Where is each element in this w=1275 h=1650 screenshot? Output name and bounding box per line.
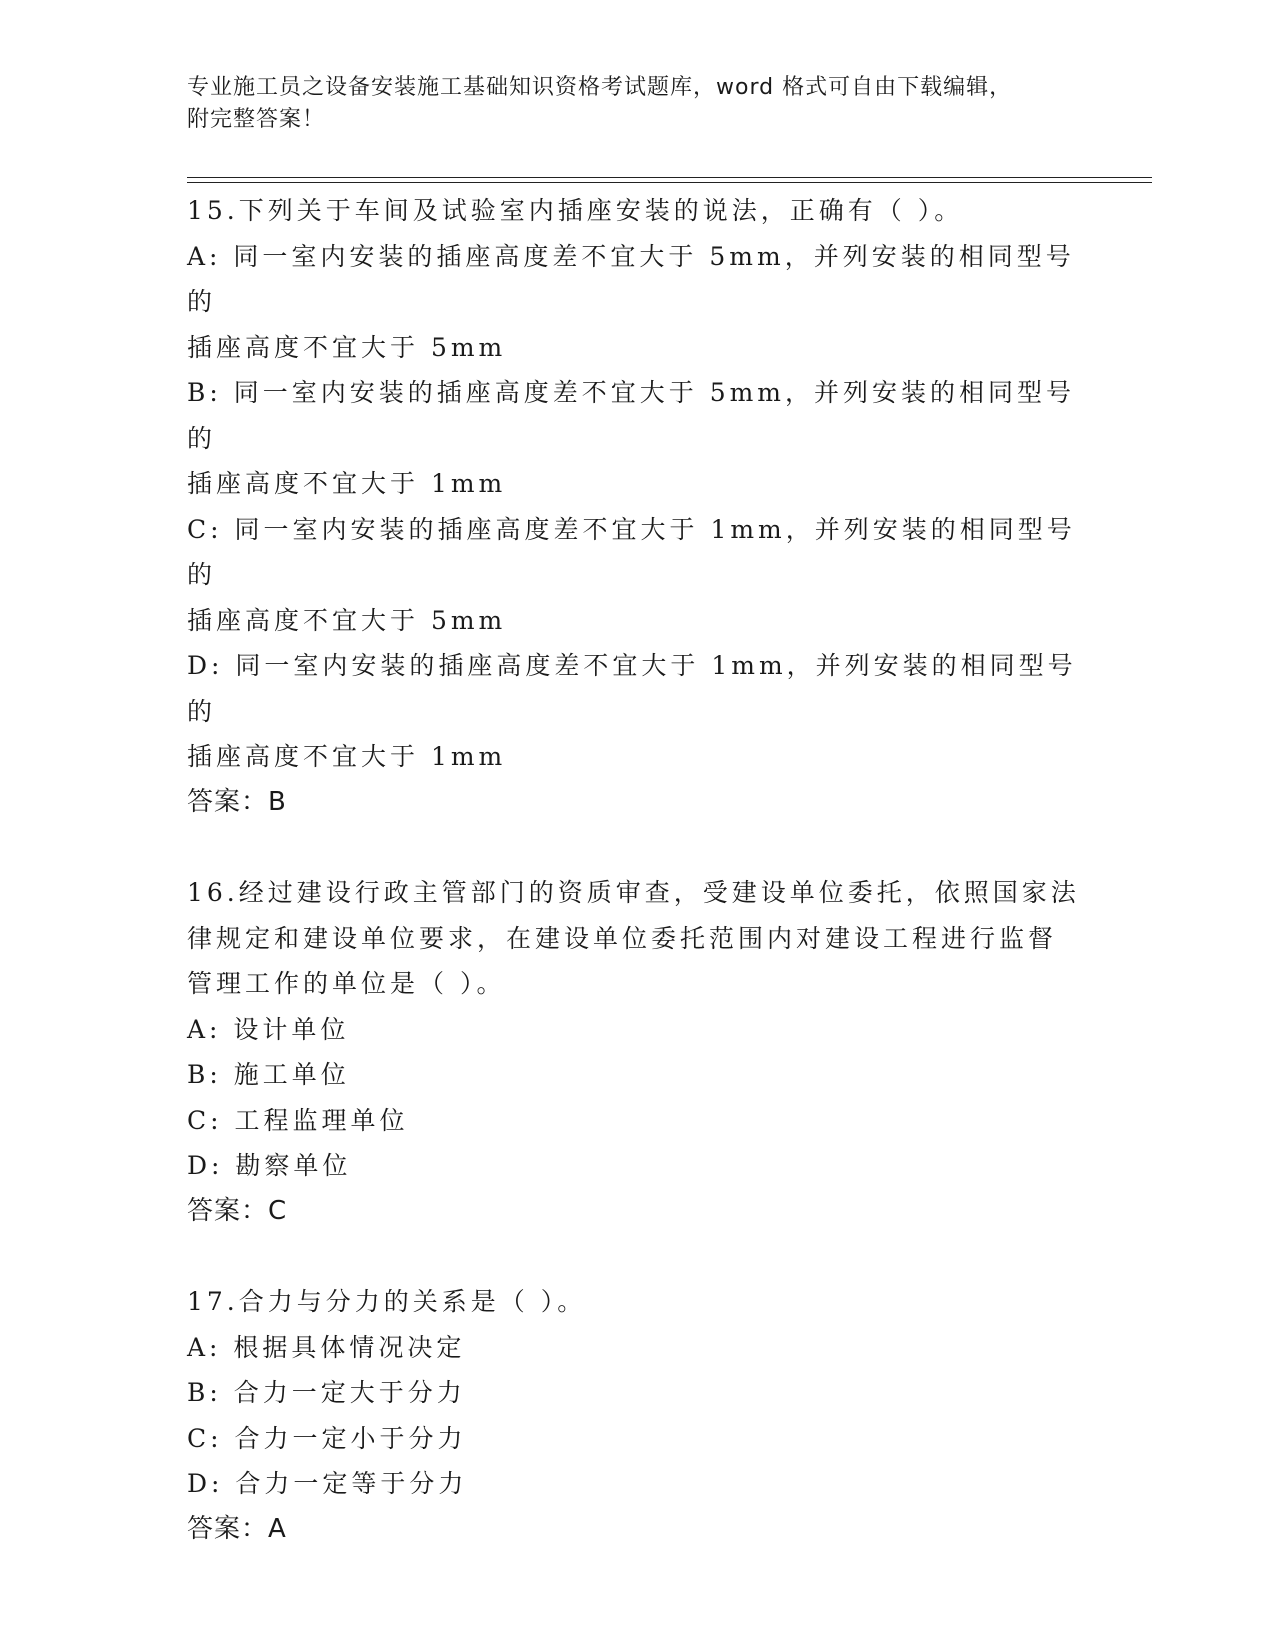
option-text: 插座高度不宜大于 5mm	[187, 332, 507, 362]
question-stem: 16.经过建设行政主管部门的资质审查，受建设单位委托，依照国家法	[187, 878, 1080, 907]
header-divider-bottom	[187, 182, 1152, 183]
option-text: D: 同一室内安装的插座高度差不宜大于 1mm，并列安装的相同型号的	[187, 651, 1077, 726]
option-text: 插座高度不宜大于 5mm	[187, 605, 507, 635]
option-text: A: 同一室内安装的插座高度差不宜大于 5mm，并列安装的相同型号的	[187, 241, 1075, 316]
question-17	[187, 1279, 1087, 1552]
header-line-2: 附完整答案！	[187, 107, 326, 132]
option-b: B: 施工单位	[187, 1060, 350, 1089]
question-stem: 律规定和建设单位要求，在建设单位委托范围内对建设工程进行监督	[187, 923, 1058, 953]
question-list	[187, 188, 1087, 1552]
option-d: D: 勘察单位	[187, 1151, 352, 1180]
option-b: B: 合力一定大于分力	[187, 1378, 466, 1407]
answer-label: 答案：C	[187, 1195, 288, 1226]
answer-label: 答案：A	[187, 1513, 287, 1544]
question-stem: 管理工作的单位是（ ）。	[187, 969, 506, 998]
option-c: C: 工程监理单位	[187, 1105, 409, 1135]
option-text: B: 同一室内安装的插座高度差不宜大于 5mm，并列安装的相同型号的	[187, 378, 1076, 453]
option-d: D: 合力一定等于分力	[187, 1469, 468, 1498]
option-text: 插座高度不宜大于 1mm	[187, 742, 507, 771]
question-15	[187, 188, 1087, 825]
option-a: A: 设计单位	[187, 1014, 350, 1044]
option-a: A: 根据具体情况决定	[187, 1332, 466, 1362]
option-text: 插座高度不宜大于 1mm	[187, 469, 507, 498]
header-line-1: 专业施工员之设备安装施工基础知识资格考试题库，word 格式可自由下载编辑，	[187, 75, 1013, 100]
header-divider-top	[187, 177, 1152, 178]
option-a	[187, 234, 1087, 371]
option-b	[187, 370, 1087, 507]
question-stem: 17.合力与分力的关系是（ ）。	[187, 1287, 587, 1316]
option-c: C: 合力一定小于分力	[187, 1423, 467, 1453]
answer-label: 答案：B	[187, 786, 287, 817]
option-text: C: 同一室内安装的插座高度差不宜大于 1mm，并列安装的相同型号的	[187, 514, 1076, 589]
option-d	[187, 643, 1087, 780]
document-header	[187, 72, 1067, 136]
question-stem: 15.下列关于车间及试验室内插座安装的说法，正确有（ ）。	[187, 196, 964, 225]
option-c	[187, 507, 1087, 644]
question-16	[187, 870, 1087, 1234]
